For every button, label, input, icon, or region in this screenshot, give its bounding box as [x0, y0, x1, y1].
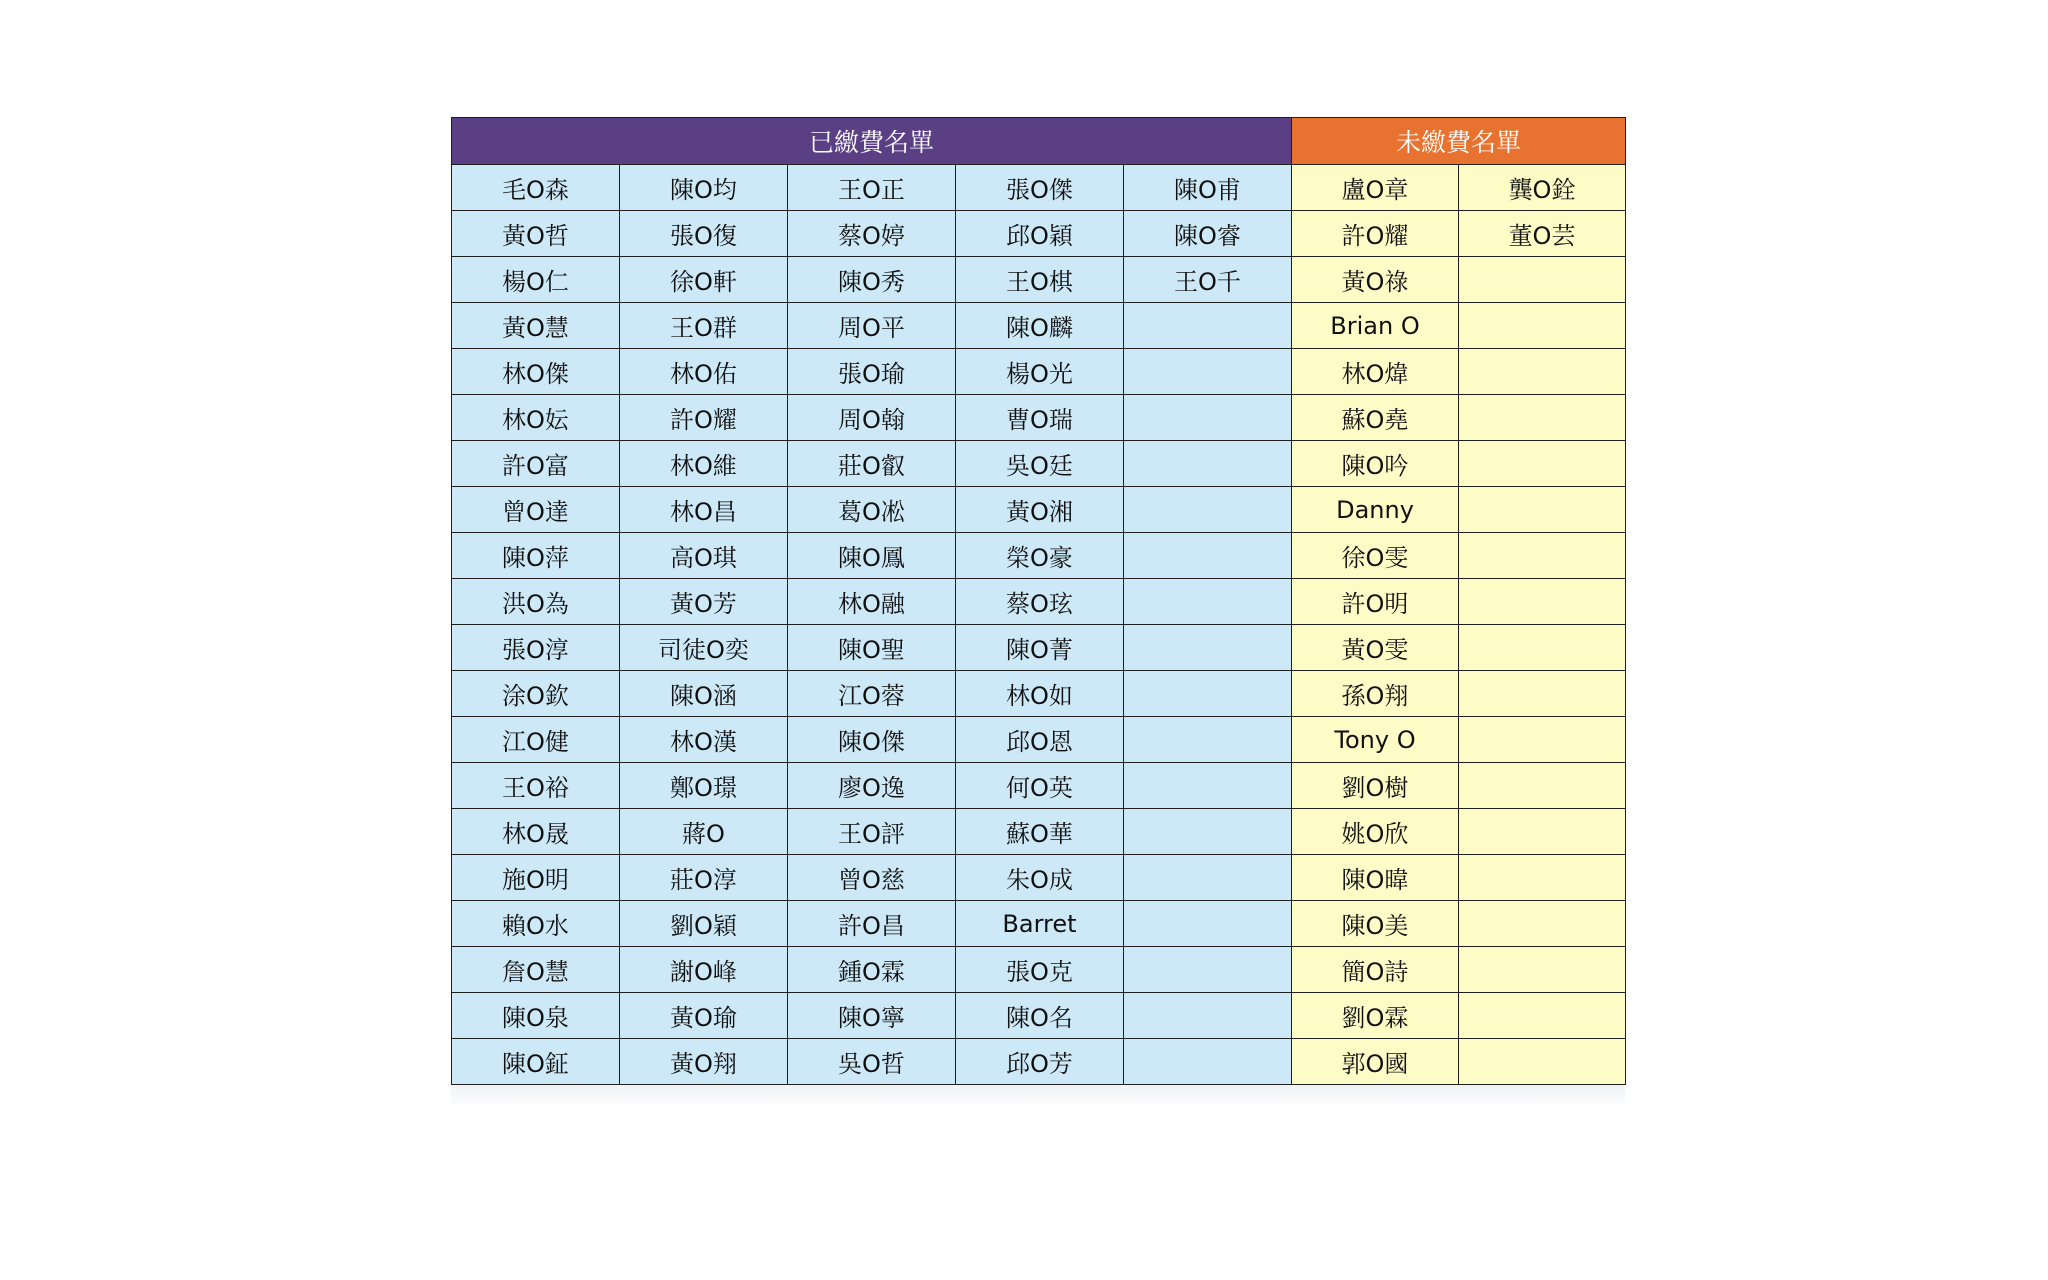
unpaid-name-cell: 郭O國 [1292, 1039, 1459, 1085]
unpaid-name-cell: Danny [1292, 487, 1459, 533]
table-row [452, 625, 1626, 671]
paid-name-cell: 陳O菁 [956, 625, 1124, 671]
paid-name-cell: 周O翰 [788, 395, 956, 441]
paid-name-cell: 王O正 [788, 165, 956, 211]
table-row [452, 303, 1626, 349]
paid-name-cell: 王O裕 [452, 763, 620, 809]
unpaid-name-cell: 姚O欣 [1292, 809, 1459, 855]
table-row [452, 717, 1626, 763]
unpaid-name-cell: 許O明 [1292, 579, 1459, 625]
paid-name-cell: 蔣O [620, 809, 788, 855]
paid-name-cell: 王O群 [620, 303, 788, 349]
paid-name-cell: 黃O翔 [620, 1039, 788, 1085]
paid-name-cell [1124, 809, 1292, 855]
table-row [452, 211, 1626, 257]
header-row [452, 118, 1626, 165]
unpaid-name-cell: 孫O翔 [1292, 671, 1459, 717]
unpaid-name-cell: 董O芸 [1459, 211, 1626, 257]
paid-name-cell: 林O維 [620, 441, 788, 487]
paid-name-cell: 賴O水 [452, 901, 620, 947]
table-row [452, 579, 1626, 625]
unpaid-name-cell [1459, 717, 1626, 763]
paid-name-cell: 蔡O玹 [956, 579, 1124, 625]
paid-name-cell: 許O富 [452, 441, 620, 487]
unpaid-name-cell [1459, 303, 1626, 349]
paid-list-header: 已繳費名單 [452, 118, 1292, 165]
paid-name-cell: 陳O聖 [788, 625, 956, 671]
table-row [452, 1039, 1626, 1085]
unpaid-name-cell: Brian O [1292, 303, 1459, 349]
table-row [452, 165, 1626, 211]
paid-name-cell [1124, 625, 1292, 671]
paid-name-cell: 王O評 [788, 809, 956, 855]
paid-name-cell: 鄭O璟 [620, 763, 788, 809]
unpaid-name-cell: 劉O霖 [1292, 993, 1459, 1039]
paid-name-cell: 陳O萍 [452, 533, 620, 579]
unpaid-name-cell [1459, 671, 1626, 717]
paid-name-cell [1124, 395, 1292, 441]
paid-name-cell: 黃O慧 [452, 303, 620, 349]
paid-name-cell: 張O傑 [956, 165, 1124, 211]
paid-name-cell: 張O克 [956, 947, 1124, 993]
paid-name-cell: 黃O哲 [452, 211, 620, 257]
paid-name-cell: 司徒O奕 [620, 625, 788, 671]
paid-name-cell: 陳O麟 [956, 303, 1124, 349]
unpaid-name-cell: 許O耀 [1292, 211, 1459, 257]
paid-name-cell: 蔡O婷 [788, 211, 956, 257]
paid-name-cell: 邱O芳 [956, 1039, 1124, 1085]
paid-name-cell: 陳O泉 [452, 993, 620, 1039]
paid-name-cell [1124, 533, 1292, 579]
paid-name-cell: 陳O均 [620, 165, 788, 211]
paid-name-cell: 林O融 [788, 579, 956, 625]
paid-name-cell: 何O英 [956, 763, 1124, 809]
unpaid-name-cell: 徐O雯 [1292, 533, 1459, 579]
paid-name-cell: 邱O恩 [956, 717, 1124, 763]
table-row [452, 855, 1626, 901]
paid-name-cell: 江O蓉 [788, 671, 956, 717]
paid-name-cell: 吳O廷 [956, 441, 1124, 487]
paid-name-cell: 許O耀 [620, 395, 788, 441]
table-row [452, 533, 1626, 579]
paid-name-cell: 陳O名 [956, 993, 1124, 1039]
table-row [452, 901, 1626, 947]
paid-name-cell: 鍾O霖 [788, 947, 956, 993]
paid-name-cell [1124, 855, 1292, 901]
paid-name-cell: 徐O軒 [620, 257, 788, 303]
paid-name-cell: 陳O鉦 [452, 1039, 620, 1085]
paid-name-cell: 蘇O華 [956, 809, 1124, 855]
unpaid-name-cell: 陳O暐 [1292, 855, 1459, 901]
paid-name-cell: 吳O哲 [788, 1039, 956, 1085]
paid-name-cell: 黃O芳 [620, 579, 788, 625]
paid-name-cell: 陳O甫 [1124, 165, 1292, 211]
unpaid-name-cell: 龔O銓 [1459, 165, 1626, 211]
paid-name-cell: 林O晟 [452, 809, 620, 855]
unpaid-name-cell: 簡O詩 [1292, 947, 1459, 993]
paid-name-cell [1124, 763, 1292, 809]
paid-name-cell: 曹O瑞 [956, 395, 1124, 441]
table-row [452, 947, 1626, 993]
paid-name-cell: 林O漢 [620, 717, 788, 763]
paid-name-cell [1124, 671, 1292, 717]
paid-name-cell [1124, 441, 1292, 487]
paid-name-cell: 陳O寧 [788, 993, 956, 1039]
table-row [452, 441, 1626, 487]
table-row [452, 993, 1626, 1039]
unpaid-name-cell [1459, 533, 1626, 579]
unpaid-name-cell: Tony O [1292, 717, 1459, 763]
unpaid-name-cell [1459, 579, 1626, 625]
paid-name-cell: 毛O森 [452, 165, 620, 211]
unpaid-name-cell: 林O煒 [1292, 349, 1459, 395]
paid-name-cell [1124, 349, 1292, 395]
unpaid-name-cell: 黃O祿 [1292, 257, 1459, 303]
unpaid-name-cell: 黃O雯 [1292, 625, 1459, 671]
paid-name-cell: 林O如 [956, 671, 1124, 717]
unpaid-name-cell [1459, 1039, 1626, 1085]
paid-name-cell: 林O昌 [620, 487, 788, 533]
unpaid-name-cell [1459, 395, 1626, 441]
unpaid-name-cell: 陳O吟 [1292, 441, 1459, 487]
paid-name-cell: 洪O為 [452, 579, 620, 625]
paid-name-cell: 陳O鳳 [788, 533, 956, 579]
table-row [452, 487, 1626, 533]
paid-name-cell: 曾O達 [452, 487, 620, 533]
paid-name-cell: 林O傑 [452, 349, 620, 395]
paid-name-cell: 莊O淳 [620, 855, 788, 901]
paid-name-cell: 林O佑 [620, 349, 788, 395]
paid-name-cell: 高O琪 [620, 533, 788, 579]
paid-name-cell: 張O瑜 [788, 349, 956, 395]
table-row [452, 809, 1626, 855]
paid-name-cell [1124, 579, 1292, 625]
paid-name-cell: 廖O逸 [788, 763, 956, 809]
paid-name-cell [1124, 993, 1292, 1039]
paid-name-cell [1124, 303, 1292, 349]
paid-name-cell: 許O昌 [788, 901, 956, 947]
paid-name-cell: 周O平 [788, 303, 956, 349]
paid-name-cell: 謝O峰 [620, 947, 788, 993]
table-row [452, 763, 1626, 809]
paid-name-cell: 朱O成 [956, 855, 1124, 901]
payment-roster-sheet [451, 117, 1625, 1105]
paid-name-cell: 邱O穎 [956, 211, 1124, 257]
paid-name-cell [1124, 947, 1292, 993]
paid-name-cell: 張O復 [620, 211, 788, 257]
paid-name-cell: 葛O凇 [788, 487, 956, 533]
paid-name-cell: 施O明 [452, 855, 620, 901]
paid-name-cell: 林O妘 [452, 395, 620, 441]
paid-name-cell: 莊O叡 [788, 441, 956, 487]
sheet-bottom-shadow [451, 1085, 1625, 1105]
unpaid-name-cell [1459, 487, 1626, 533]
paid-name-cell: 黃O湘 [956, 487, 1124, 533]
paid-name-cell: 陳O傑 [788, 717, 956, 763]
paid-name-cell: 楊O仁 [452, 257, 620, 303]
paid-name-cell: 涂O欽 [452, 671, 620, 717]
paid-name-cell [1124, 901, 1292, 947]
paid-name-cell: 陳O涵 [620, 671, 788, 717]
paid-name-cell: 黃O瑜 [620, 993, 788, 1039]
table-row [452, 257, 1626, 303]
unpaid-name-cell [1459, 901, 1626, 947]
unpaid-name-cell [1459, 855, 1626, 901]
table-row [452, 395, 1626, 441]
unpaid-name-cell [1459, 441, 1626, 487]
unpaid-list-header: 未繳費名單 [1292, 118, 1626, 165]
paid-name-cell: 王O千 [1124, 257, 1292, 303]
paid-name-cell: 詹O慧 [452, 947, 620, 993]
table-row [452, 349, 1626, 395]
payment-roster-table [451, 117, 1626, 1085]
unpaid-name-cell [1459, 763, 1626, 809]
paid-name-cell: 劉O穎 [620, 901, 788, 947]
paid-name-cell: 楊O光 [956, 349, 1124, 395]
paid-name-cell: 陳O睿 [1124, 211, 1292, 257]
paid-name-cell: 張O淳 [452, 625, 620, 671]
unpaid-name-cell [1459, 625, 1626, 671]
table-row [452, 671, 1626, 717]
paid-name-cell: 江O健 [452, 717, 620, 763]
unpaid-name-cell: 劉O樹 [1292, 763, 1459, 809]
paid-name-cell: Barret [956, 901, 1124, 947]
paid-name-cell [1124, 1039, 1292, 1085]
paid-name-cell: 王O棋 [956, 257, 1124, 303]
unpaid-name-cell [1459, 993, 1626, 1039]
unpaid-name-cell [1459, 349, 1626, 395]
unpaid-name-cell: 陳O美 [1292, 901, 1459, 947]
unpaid-name-cell [1459, 257, 1626, 303]
paid-name-cell: 曾O慈 [788, 855, 956, 901]
paid-name-cell [1124, 717, 1292, 763]
unpaid-name-cell [1459, 809, 1626, 855]
unpaid-name-cell [1459, 947, 1626, 993]
paid-name-cell: 榮O豪 [956, 533, 1124, 579]
paid-name-cell [1124, 487, 1292, 533]
unpaid-name-cell: 蘇O堯 [1292, 395, 1459, 441]
paid-name-cell: 陳O秀 [788, 257, 956, 303]
unpaid-name-cell: 盧O章 [1292, 165, 1459, 211]
